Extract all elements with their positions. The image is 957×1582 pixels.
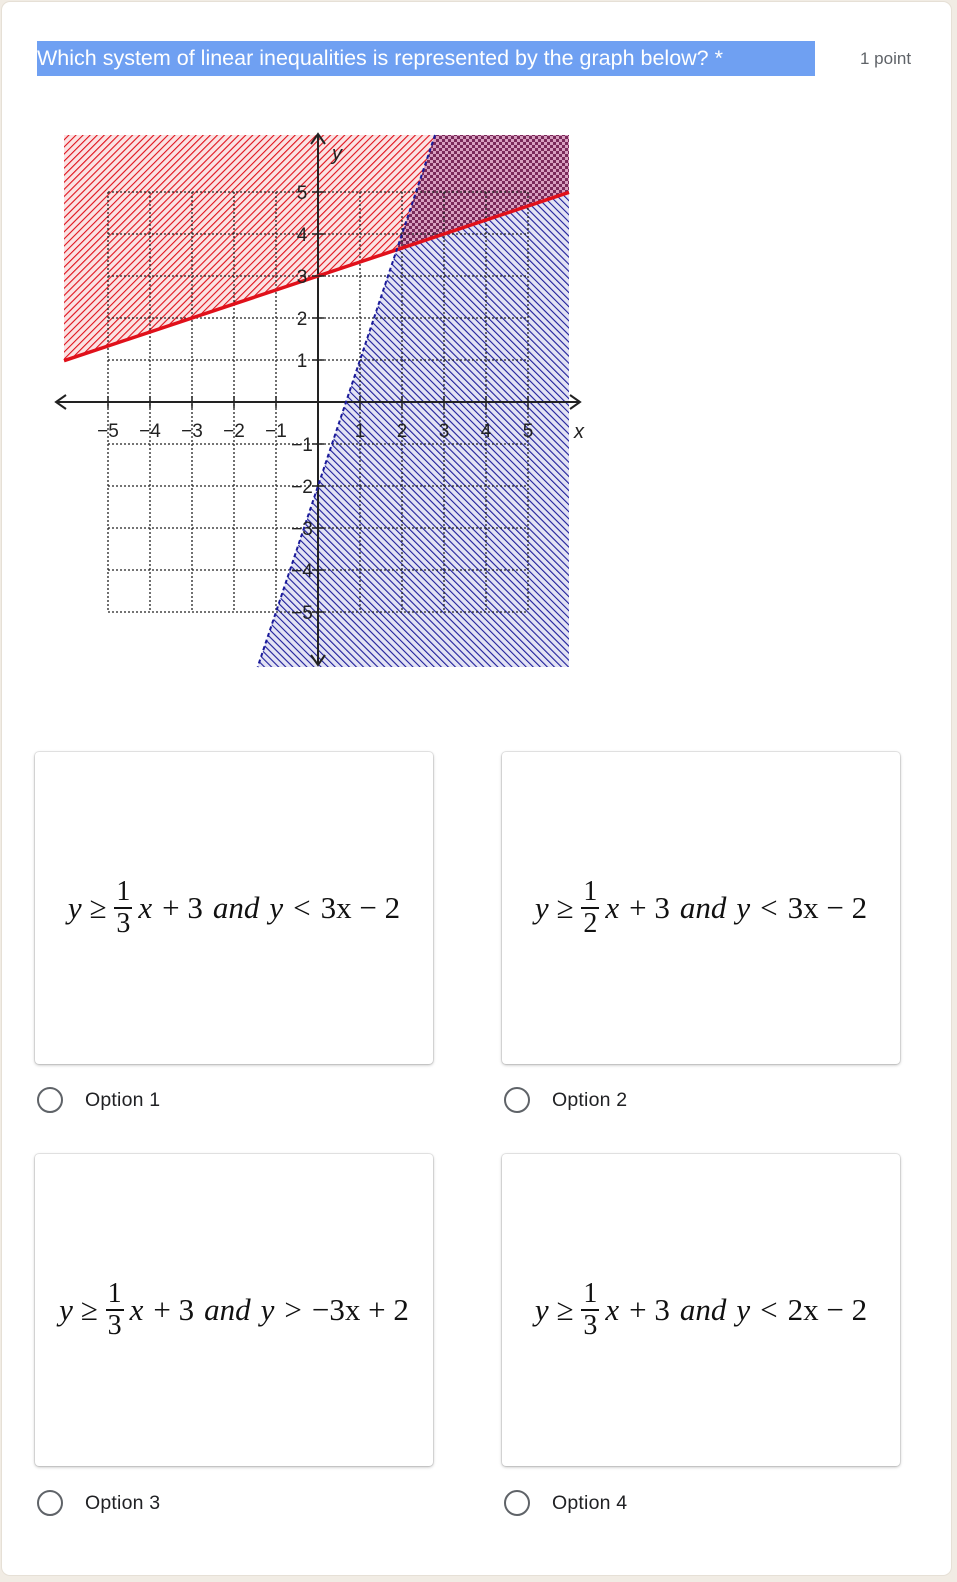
option-2-card[interactable] bbox=[502, 752, 900, 1064]
formula-y2: y bbox=[736, 1292, 751, 1327]
option-3-label: Option 3 bbox=[85, 1491, 161, 1514]
option-2-formula bbox=[502, 752, 900, 1064]
x-tick-label: −2 bbox=[223, 421, 245, 442]
x-tick-label: −3 bbox=[181, 421, 203, 442]
formula-op2: < bbox=[760, 1292, 778, 1327]
question-card bbox=[2, 2, 951, 1575]
option-4-formula bbox=[502, 1154, 900, 1466]
formula-and: and bbox=[679, 890, 727, 925]
fraction-denominator: 2 bbox=[583, 908, 598, 939]
x-tick-label: −1 bbox=[265, 421, 287, 442]
formula-and: and bbox=[212, 890, 260, 925]
x-tick-label: 1 bbox=[354, 421, 366, 442]
graph-svg bbox=[52, 130, 587, 670]
inequality-graph-image bbox=[52, 130, 587, 670]
fraction-numerator: 1 bbox=[107, 1278, 122, 1309]
option-1-radio[interactable] bbox=[37, 1087, 63, 1113]
fraction-numerator: 1 bbox=[116, 876, 131, 907]
formula-rhs2: 3x − 2 bbox=[320, 890, 401, 925]
formula-and: and bbox=[679, 1292, 727, 1327]
y-tick-label: 5 bbox=[296, 183, 308, 204]
formula-y2: y bbox=[736, 890, 751, 925]
x-tick-label: −5 bbox=[97, 421, 119, 442]
option-2-label: Option 2 bbox=[552, 1088, 628, 1111]
y-tick-label: −2 bbox=[291, 477, 313, 498]
option-3-formula bbox=[35, 1154, 433, 1466]
fraction-denominator: 3 bbox=[583, 1310, 598, 1341]
formula-x: x bbox=[605, 1292, 620, 1327]
fraction-numerator: 1 bbox=[583, 1278, 598, 1309]
x-tick-label: 2 bbox=[396, 421, 408, 442]
formula-fraction bbox=[581, 1279, 599, 1341]
y-tick-label: −5 bbox=[291, 603, 313, 624]
option-3-radio[interactable] bbox=[37, 1490, 63, 1516]
formula-fraction bbox=[114, 877, 132, 939]
formula-op2: < bbox=[293, 890, 311, 925]
formula-const: + 3 bbox=[162, 890, 203, 925]
formula-and: and bbox=[204, 1292, 251, 1327]
y-axis-label: y bbox=[332, 143, 342, 165]
y-tick-label: −1 bbox=[291, 435, 313, 456]
x-axis-label: x bbox=[574, 421, 584, 443]
option-1-choice[interactable] bbox=[37, 1087, 160, 1113]
formula-rhs2: −3x + 2 bbox=[311, 1292, 409, 1327]
formula-op2: > bbox=[284, 1292, 302, 1327]
option-4-choice[interactable] bbox=[504, 1490, 627, 1516]
option-1-formula bbox=[35, 752, 433, 1064]
fraction-denominator: 3 bbox=[116, 908, 131, 939]
option-3-card[interactable] bbox=[35, 1154, 433, 1466]
fraction-numerator: 1 bbox=[583, 876, 598, 907]
option-4-card[interactable] bbox=[502, 1154, 900, 1466]
formula-x: x bbox=[129, 1292, 144, 1327]
formula-rhs2: 2x − 2 bbox=[787, 1292, 868, 1327]
fraction-denominator: 3 bbox=[107, 1310, 122, 1341]
formula-lhs: y ≥ bbox=[534, 1292, 574, 1327]
formula-const: + 3 bbox=[629, 890, 670, 925]
x-tick-label: 3 bbox=[438, 421, 450, 442]
x-tick-label: 4 bbox=[480, 421, 492, 442]
formula-fraction bbox=[106, 1279, 124, 1341]
option-3-choice[interactable] bbox=[37, 1490, 160, 1516]
option-4-radio[interactable] bbox=[504, 1490, 530, 1516]
formula-op2: < bbox=[760, 890, 778, 925]
y-tick-label: 3 bbox=[296, 267, 308, 288]
formula-lhs: y ≥ bbox=[67, 890, 107, 925]
y-tick-label: 4 bbox=[296, 225, 308, 246]
formula-y2: y bbox=[260, 1292, 275, 1327]
points-label: 1 point bbox=[860, 49, 912, 68]
option-1-card[interactable] bbox=[35, 752, 433, 1064]
x-tick-label: 5 bbox=[522, 421, 534, 442]
formula-rhs2: 3x − 2 bbox=[787, 890, 868, 925]
formula-lhs: y ≥ bbox=[59, 1292, 98, 1327]
option-4-label: Option 4 bbox=[552, 1491, 628, 1514]
formula-fraction bbox=[581, 877, 599, 939]
y-tick-label: 1 bbox=[296, 351, 308, 372]
formula-lhs: y ≥ bbox=[534, 890, 574, 925]
y-tick-label: −3 bbox=[291, 519, 313, 540]
formula-const: + 3 bbox=[629, 1292, 670, 1327]
formula-x: x bbox=[605, 890, 620, 925]
question-title: Which system of linear inequalities is represented by the graph below? * bbox=[37, 41, 815, 76]
formula-y2: y bbox=[269, 890, 284, 925]
formula-const: + 3 bbox=[153, 1292, 195, 1327]
option-2-choice[interactable] bbox=[504, 1087, 627, 1113]
option-2-radio[interactable] bbox=[504, 1087, 530, 1113]
formula-x: x bbox=[138, 890, 153, 925]
y-tick-label: 2 bbox=[296, 309, 308, 330]
x-tick-label: −4 bbox=[139, 421, 161, 442]
option-1-label: Option 1 bbox=[85, 1088, 161, 1111]
y-tick-label: −4 bbox=[291, 561, 313, 582]
